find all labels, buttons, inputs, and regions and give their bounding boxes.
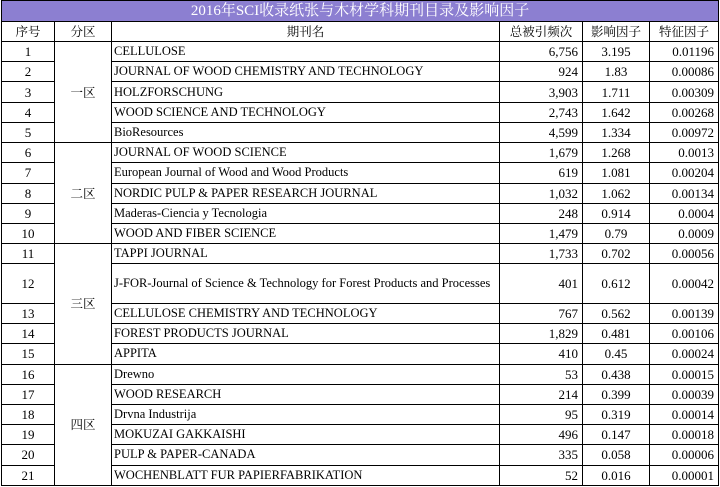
cell-total-citations: 2,743: [500, 102, 583, 122]
cell-impact-factor: 0.79: [583, 223, 650, 243]
cell-impact-factor: 1.081: [583, 163, 650, 183]
cell-journal-name: European Journal of Wood and Wood Products: [112, 163, 500, 183]
header-eigenfactor: 特征因子: [650, 22, 719, 42]
cell-journal-name: J-FOR-Journal of Science & Technology for Forest Products and Processes: [112, 264, 500, 303]
cell-serial: 14: [2, 324, 55, 344]
cell-total-citations: 1,479: [500, 223, 583, 243]
cell-serial: 19: [2, 425, 55, 445]
cell-journal-name: Drewno: [112, 364, 500, 384]
cell-journal-name: WOOD SCIENCE AND TECHNOLOGY: [112, 102, 500, 122]
cell-eigenfactor: 0.00106: [650, 324, 719, 344]
cell-eigenfactor: 0.00015: [650, 364, 719, 384]
cell-journal-name: FOREST PRODUCTS JOURNAL: [112, 324, 500, 344]
cell-total-citations: 410: [500, 344, 583, 364]
cell-impact-factor: 0.702: [583, 244, 650, 264]
cell-eigenfactor: 0.0004: [650, 203, 719, 223]
cell-journal-name: WOCHENBLATT FUR PAPIERFABRIKATION: [112, 465, 500, 485]
cell-serial: 4: [2, 102, 55, 122]
cell-journal-name: Drvna Industrija: [112, 404, 500, 424]
table-title: 2016年SCI收录纸张与木材学科期刊目录及影响因子: [2, 1, 719, 22]
cell-serial: 5: [2, 122, 55, 142]
cell-serial: 17: [2, 384, 55, 404]
cell-total-citations: 95: [500, 404, 583, 424]
cell-eigenfactor: 0.00134: [650, 183, 719, 203]
table-row: [2, 244, 719, 264]
cell-eigenfactor: 0.00309: [650, 82, 719, 102]
cell-impact-factor: 0.399: [583, 384, 650, 404]
cell-total-citations: 4,599: [500, 122, 583, 142]
cell-journal-name: WOOD RESEARCH: [112, 384, 500, 404]
table-row: [2, 143, 719, 163]
cell-total-citations: 1,032: [500, 183, 583, 203]
cell-total-citations: 924: [500, 62, 583, 82]
cell-impact-factor: 0.612: [583, 264, 650, 303]
cell-journal-name: JOURNAL OF WOOD SCIENCE: [112, 143, 500, 163]
header-total-citations: 总被引频次: [500, 22, 583, 42]
cell-eigenfactor: 0.00086: [650, 62, 719, 82]
cell-impact-factor: 0.147: [583, 425, 650, 445]
cell-impact-factor: 0.562: [583, 303, 650, 323]
cell-eigenfactor: 0.00001: [650, 465, 719, 485]
cell-eigenfactor: 0.00972: [650, 122, 719, 142]
cell-zone: 三区: [55, 244, 112, 364]
cell-total-citations: 248: [500, 203, 583, 223]
cell-zone: 四区: [55, 364, 112, 486]
table-row: [2, 364, 719, 384]
cell-serial: 9: [2, 203, 55, 223]
cell-total-citations: 1,679: [500, 143, 583, 163]
cell-impact-factor: 0.438: [583, 364, 650, 384]
cell-serial: 20: [2, 445, 55, 465]
cell-total-citations: 52: [500, 465, 583, 485]
cell-total-citations: 6,756: [500, 42, 583, 62]
cell-journal-name: PULP & PAPER-CANADA: [112, 445, 500, 465]
cell-zone: 一区: [55, 42, 112, 143]
cell-journal-name: BioResources: [112, 122, 500, 142]
cell-journal-name: HOLZFORSCHUNG: [112, 82, 500, 102]
journal-table: [1, 0, 719, 486]
cell-impact-factor: 1.83: [583, 62, 650, 82]
cell-zone: 二区: [55, 143, 112, 244]
cell-serial: 13: [2, 303, 55, 323]
cell-impact-factor: 0.058: [583, 445, 650, 465]
cell-total-citations: 1,829: [500, 324, 583, 344]
cell-serial: 2: [2, 62, 55, 82]
cell-journal-name: TAPPI JOURNAL: [112, 244, 500, 264]
cell-eigenfactor: 0.00018: [650, 425, 719, 445]
cell-impact-factor: 1.062: [583, 183, 650, 203]
cell-total-citations: 767: [500, 303, 583, 323]
cell-journal-name: WOOD AND FIBER SCIENCE: [112, 223, 500, 243]
cell-eigenfactor: 0.00006: [650, 445, 719, 465]
cell-eigenfactor: 0.0013: [650, 143, 719, 163]
cell-eigenfactor: 0.00024: [650, 344, 719, 364]
cell-eigenfactor: 0.01196: [650, 42, 719, 62]
cell-serial: 18: [2, 404, 55, 424]
cell-total-citations: 335: [500, 445, 583, 465]
cell-impact-factor: 1.268: [583, 143, 650, 163]
cell-eigenfactor: 0.00014: [650, 404, 719, 424]
cell-eigenfactor: 0.00139: [650, 303, 719, 323]
cell-journal-name: APPITA: [112, 344, 500, 364]
cell-total-citations: 619: [500, 163, 583, 183]
cell-serial: 1: [2, 42, 55, 62]
cell-eigenfactor: 0.00042: [650, 264, 719, 303]
cell-eigenfactor: 0.00204: [650, 163, 719, 183]
cell-eigenfactor: 0.00268: [650, 102, 719, 122]
cell-serial: 16: [2, 364, 55, 384]
cell-impact-factor: 0.45: [583, 344, 650, 364]
cell-total-citations: 401: [500, 264, 583, 303]
cell-journal-name: CELLULOSE: [112, 42, 500, 62]
cell-impact-factor: 1.334: [583, 122, 650, 142]
cell-impact-factor: 1.711: [583, 82, 650, 102]
cell-total-citations: 214: [500, 384, 583, 404]
cell-serial: 21: [2, 465, 55, 485]
cell-impact-factor: 0.016: [583, 465, 650, 485]
cell-impact-factor: 0.481: [583, 324, 650, 344]
cell-serial: 3: [2, 82, 55, 102]
cell-total-citations: 1,733: [500, 244, 583, 264]
cell-journal-name: JOURNAL OF WOOD CHEMISTRY AND TECHNOLOGY: [112, 62, 500, 82]
cell-eigenfactor: 0.00056: [650, 244, 719, 264]
cell-serial: 12: [2, 264, 55, 303]
cell-impact-factor: 3.195: [583, 42, 650, 62]
cell-journal-name: MOKUZAI GAKKAISHI: [112, 425, 500, 445]
header-journal-name: 期刊名: [112, 22, 500, 42]
cell-total-citations: 496: [500, 425, 583, 445]
cell-serial: 6: [2, 143, 55, 163]
cell-total-citations: 3,903: [500, 82, 583, 102]
cell-serial: 11: [2, 244, 55, 264]
cell-serial: 15: [2, 344, 55, 364]
cell-journal-name: Maderas-Ciencia y Tecnologia: [112, 203, 500, 223]
cell-serial: 8: [2, 183, 55, 203]
header-zone: 分区: [55, 22, 112, 42]
header-serial: 序号: [2, 22, 55, 42]
cell-eigenfactor: 0.0009: [650, 223, 719, 243]
table-row: [2, 42, 719, 62]
cell-journal-name: CELLULOSE CHEMISTRY AND TECHNOLOGY: [112, 303, 500, 323]
cell-impact-factor: 0.319: [583, 404, 650, 424]
cell-impact-factor: 0.914: [583, 203, 650, 223]
cell-total-citations: 53: [500, 364, 583, 384]
header-impact-factor: 影响因子: [583, 22, 650, 42]
cell-journal-name: NORDIC PULP & PAPER RESEARCH JOURNAL: [112, 183, 500, 203]
cell-serial: 10: [2, 223, 55, 243]
cell-impact-factor: 1.642: [583, 102, 650, 122]
cell-eigenfactor: 0.00039: [650, 384, 719, 404]
cell-serial: 7: [2, 163, 55, 183]
